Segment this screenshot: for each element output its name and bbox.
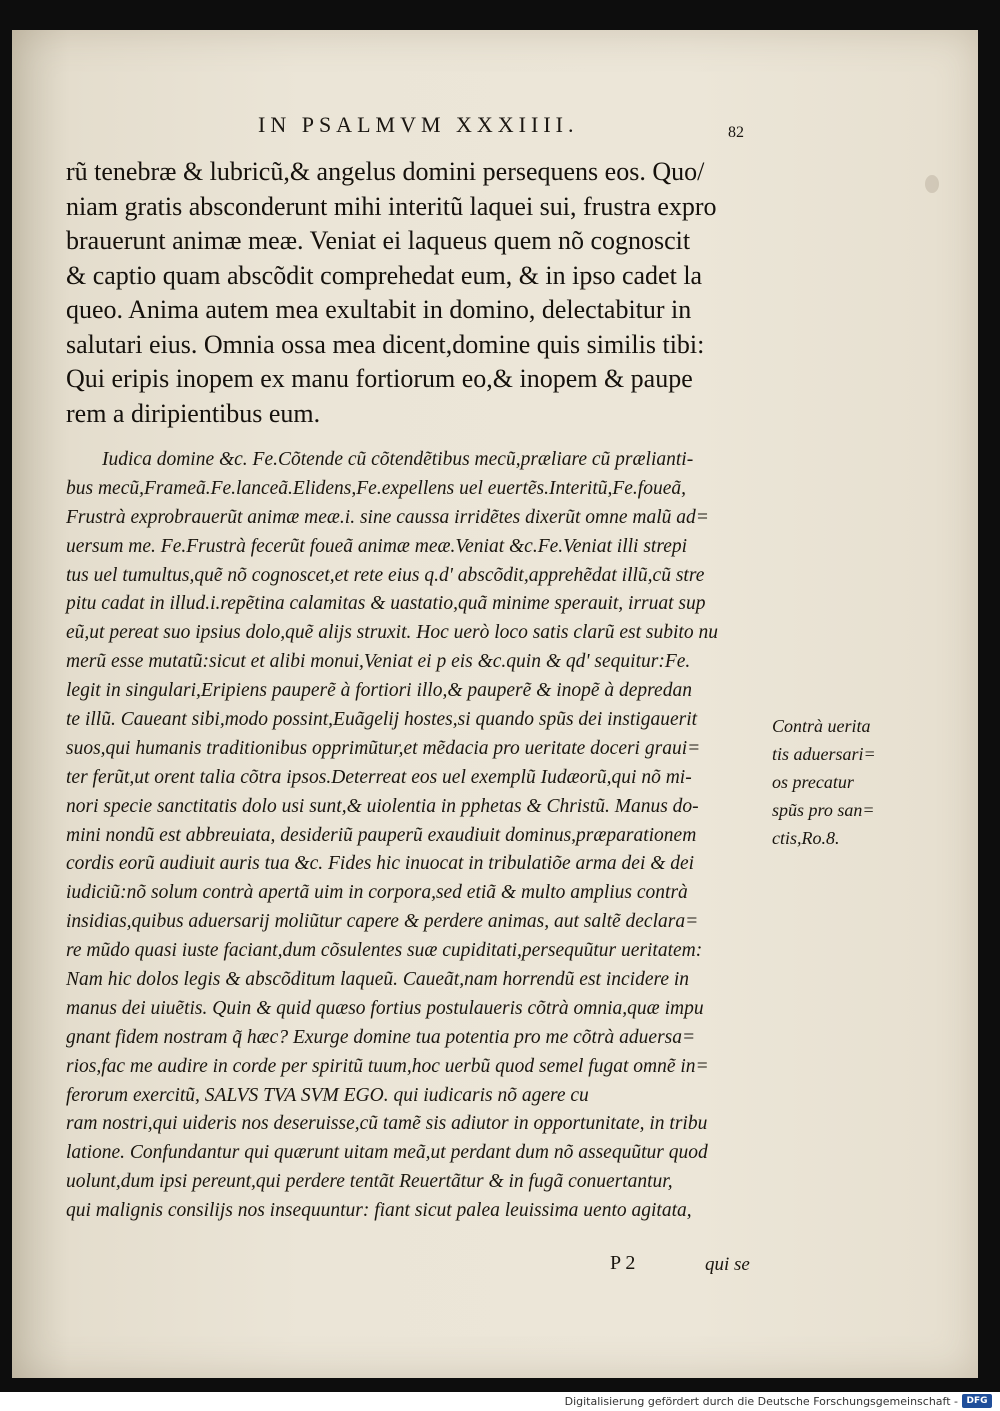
commentary-line: bus mecũ,Frameã.Fe.lanceã.Elidens,Fe.expellens uel euertẽs.Interitũ,Fe.foueã, <box>66 477 687 499</box>
psalm-line: rem a diripientibus eum. <box>66 398 321 428</box>
psalm-line: rũ tenebræ & lubricũ,& angelus domini persequens eos. Quo/ <box>66 157 705 186</box>
folio-number: 82 <box>728 124 744 141</box>
margin-note-line: os precatur <box>772 772 854 792</box>
psalm-line: salutari eius. Omnia ossa mea dicent,domine quis similis tibi: <box>66 329 705 359</box>
psalm-line: niam gratis absconderunt mihi interitũ laquei sui, frustra expro <box>66 191 717 221</box>
commentary-line: pitu cadat in illud.i.repẽtina calamitas & uastatio,quã minime sperauit, irruat sup <box>66 593 706 615</box>
commentary-line: ram nostri,qui uideris nos deseruisse,cũ tamẽ sis adiutor in opportunitate, in tribu <box>66 1113 708 1135</box>
commentary-line: suos,qui humanis traditionibus opprimũtur,et mẽdacia pro ueritate doceri graui= <box>66 737 701 759</box>
commentary-line: latione. Confundantur qui quærunt uitam meã,ut perdant dum nõ assequũtur quod <box>66 1142 708 1164</box>
commentary-line: uolunt,dum ipsi pereunt,qui perdere tentãt Reuertãtur & in fugã conuertantur, <box>66 1171 673 1193</box>
commentary-line: qui malignis consilijs nos insequuntur: fiant sicut palea leuissima uento agitata, <box>66 1200 692 1222</box>
running-head: IN PSALMVM XXXIIII. <box>258 112 579 137</box>
commentary-line: manus dei uiuẽtis. Quin & quid quæso fortius postulaueris cõtrà omnia,quæ impu <box>66 997 704 1019</box>
margin-note-line: Contrà uerita <box>772 716 871 736</box>
commentary-line: gnant fidem nostram q̃ hæc? Exurge domine tua potentia pro me cõtrà aduersa= <box>66 1026 696 1048</box>
commentary-line: merũ esse mutatũ:sicut et alibi monui,Veniat ei p eis &c.quin & qd' sequitur:Fe. <box>66 651 691 673</box>
psalm-line: brauerunt animæ meæ. Veniat ei laqueus quem nõ cognoscit <box>66 226 691 255</box>
commentary-line: Frustrà exprobrauerũt animæ meæ.i. sine caussa irridẽtes dixerũt omne malũ ad= <box>66 506 709 528</box>
margin-note-line: ctis,Ro.8. <box>772 828 840 848</box>
commentary-line: iudiciũ:nõ solum contrà apertã uim in corpora,sed etiã & multo amplius contrà <box>66 882 688 904</box>
commentary-line: mini nondũ est abbreuiata, desideriũ pauperũ exaudiuit dominus,præparationem <box>66 824 697 846</box>
dfg-logo: DFG <box>962 1394 992 1408</box>
psalm-line: Qui eripis inopem ex manu fortiorum eo,& inopem & paupe <box>66 364 693 393</box>
margin-note-line: spũs pro san= <box>772 800 875 820</box>
commentary-line: uersum me. Fe.Frustrà fecerũt foueã animæ meæ.Veniat &c.Fe.Veniat illi strepi <box>66 535 688 557</box>
commentary-line: te illũ. Caueant sibi,modo possint,Euãgelij hostes,si quando spũs dei instigauerit <box>66 709 698 731</box>
commentary-line: insidias,quibus aduersarij moliũtur capere & perdere animas, aut saltẽ declara= <box>66 911 699 933</box>
psalm-line: & captio quam abscõdit comprehedat eum, & in ipso cadet la <box>66 260 703 290</box>
paper-stain <box>925 175 939 193</box>
commentary-text <box>66 446 766 1226</box>
commentary-line: ferorum exercitũ, SALVS TVA SVM EGO. qui iudicaris nõ agere cu <box>66 1084 589 1106</box>
commentary-line: Iudica domine &c. Fe.Cõtende cũ cõtendẽtibus mecũ,præliare cũ prælianti- <box>102 449 694 470</box>
margin-note <box>772 712 892 852</box>
commentary-line: ter ferũt,ut orent talia cõtra ipsos.Deterreat eos uel exemplũ Iudæorũ,qui nõ mi- <box>66 766 692 788</box>
commentary-line: tus uel tumultus,quẽ nõ cognoscet,et rete eius q.d' abscõdit,apprehẽdat illũ,cũ stre <box>66 564 705 586</box>
commentary-line: cordis eorũ audiuit auris tua &c. Fides hic inuocat in tribulatiõe arma dei & dei <box>66 853 695 875</box>
catchword: qui se <box>705 1254 750 1275</box>
commentary-line: legit in singulari,Eripiens pauperẽ à fortiori illo,& pauperẽ & inopẽ à depredan <box>66 680 692 702</box>
psalm-text <box>66 155 766 431</box>
footer-credit: Digitalisierung gefördert durch die Deutsche Forschungsgemeinschaft - <box>564 1395 958 1408</box>
commentary-line: eũ,ut pereat suo ipsius dolo,quẽ alijs struxit. Hoc uerò loco satis clarũ est subito nu <box>66 622 718 644</box>
commentary-line: nori specie sanctitatis dolo usi sunt,& uiolentia in pphetas & Christũ. Manus do- <box>66 795 699 817</box>
commentary-line: Nam hic dolos legis & abscõditum laqueũ. Caueãt,nam horrendũ est incidere in <box>66 969 690 991</box>
signature-mark: P 2 <box>610 1252 636 1274</box>
psalm-line: queo. Anima autem mea exultabit in domino, delectabitur in <box>66 295 692 324</box>
margin-note-line: tis aduersari= <box>772 744 876 764</box>
commentary-line: rios,fac me audire in corde per spiritũ tuum,hoc uerbũ quod semel fugat omnẽ in= <box>66 1055 709 1077</box>
commentary-line: re mũdo quasi iuste faciant,dum cõsulentes suæ cupiditati,persequũtur ueritatem: <box>66 940 703 962</box>
